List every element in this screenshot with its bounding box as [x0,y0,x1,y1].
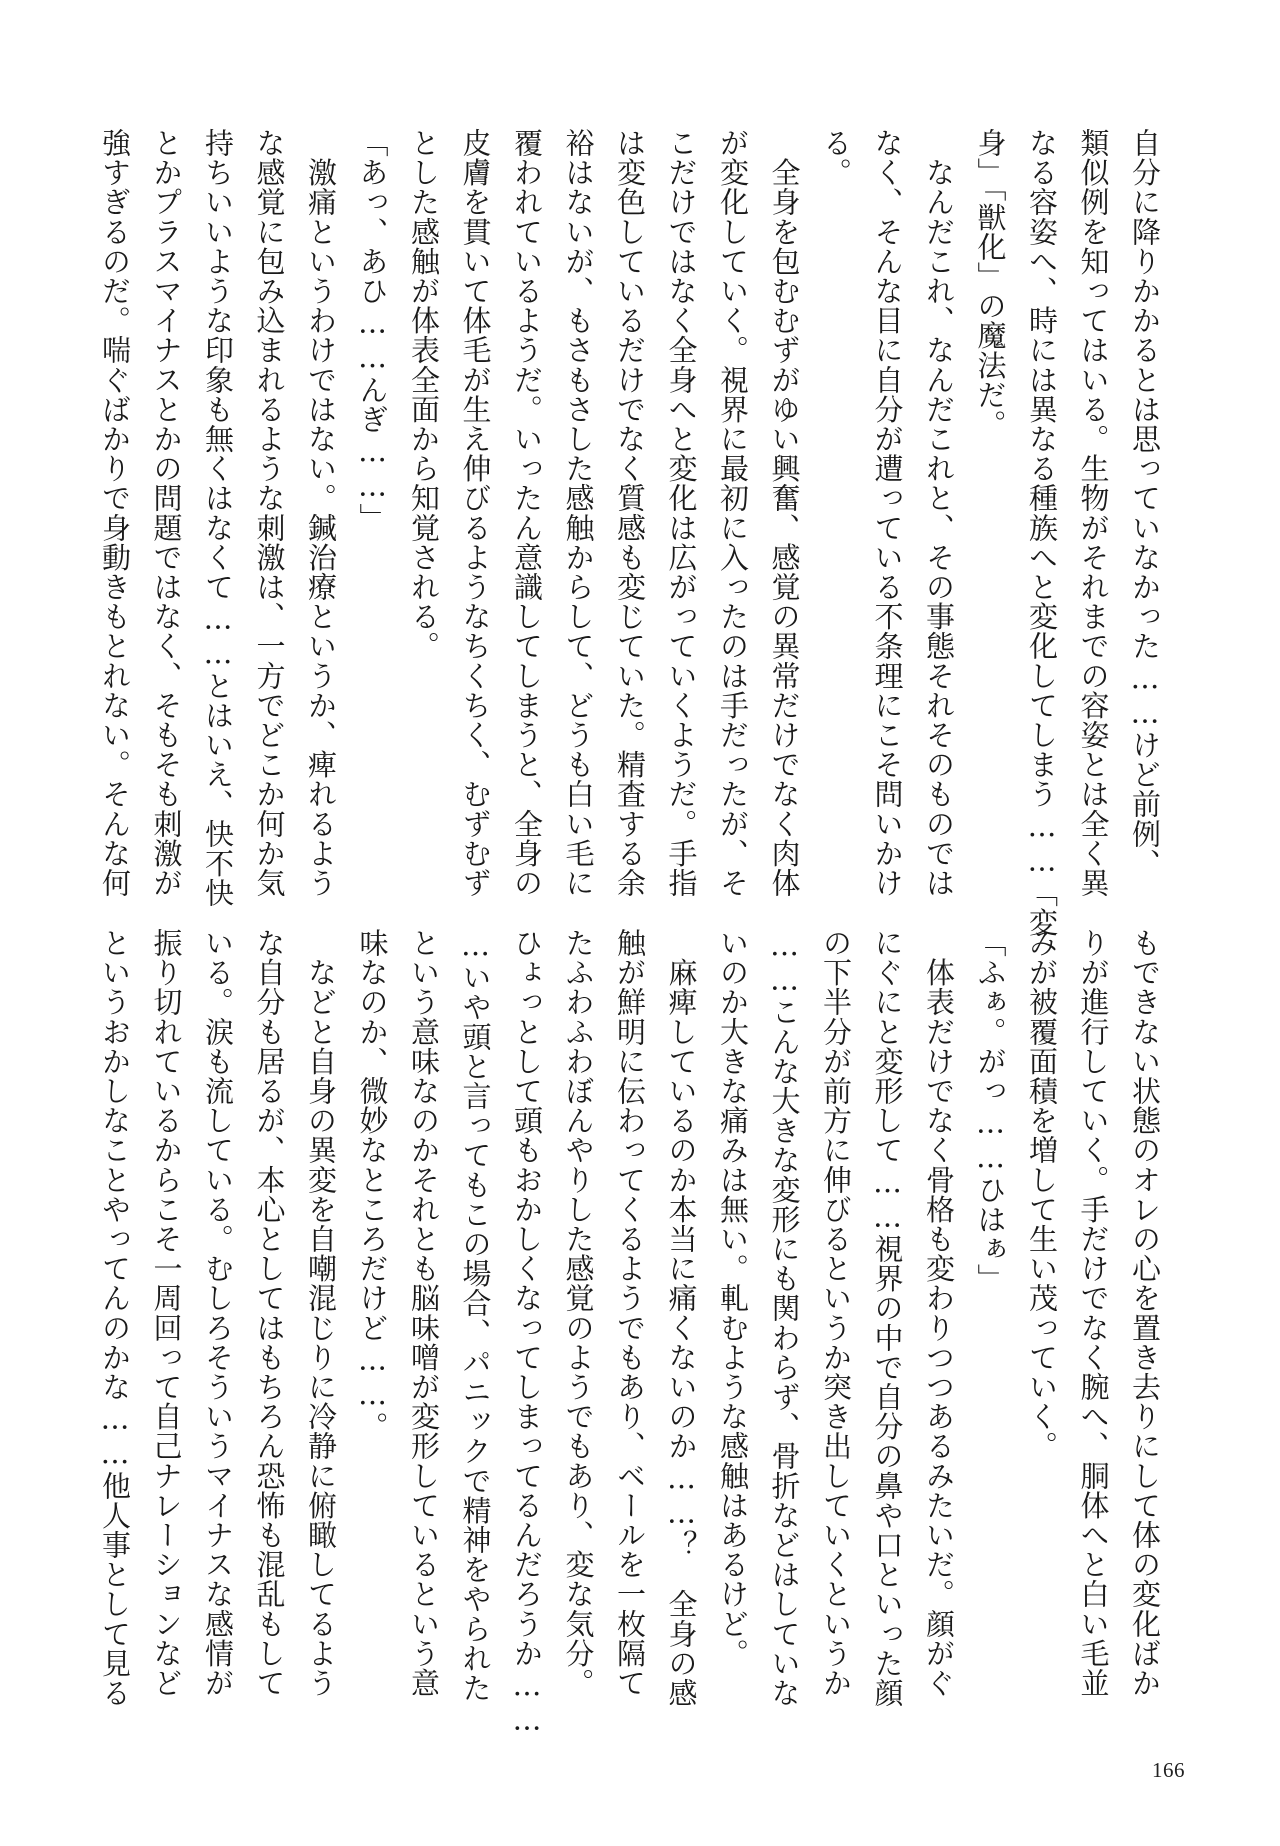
text-line: 麻痺しているのか本当に痛くないのか……？ 全身の感 [664,928,699,1708]
text-line: な感覚に包み込まれるような刺激は、一方でどこか何か気 [252,128,287,898]
text-line: 体表だけでなく骨格も変わりつつあるみたいだ。顔がぐ [922,928,956,1698]
text-line: の下半分が前方に伸びるというか突き出していくというか [819,928,853,1698]
page-number: 166 [1152,1758,1185,1782]
text-line: は変色しているだけでなく質感も変じていた。精査する余 [613,128,647,898]
text-line: 皮膚を貫いて体毛が生え伸びるようなちくちく、むずむず [458,128,493,898]
text-line: 「あっ、あひ……んぎ……」 [355,128,390,533]
text-line: 自分に降りかかるとは思っていなかった……けど前例、 [1128,128,1162,878]
text-line: 持ちいいような印象も無くはなくて……とはいえ、快不快 [201,128,235,908]
text-line: 激痛というわけではない。鍼治療というか、痺れるよう [304,128,338,898]
text-line: 全身を包むむずがゆい興奮、感覚の異常だけでなく肉体 [767,128,802,898]
text-line: 触が鮮明に伝わってくるようでもあり、ベールを一枚隔て [613,928,647,1698]
text-line: な自分も居るが、本心としてはもちろん恐怖も混乱もして [252,928,287,1698]
text-line: にぐにと変形して……視界の中で自分の鼻や口といった顔 [870,928,905,1708]
text-line: 強すぎるのだ。喘ぐばかりで身動きもとれない。そんな何 [98,128,132,898]
text-line: ひょっとして頭もおかしくなってしまってるんだろうか…… [510,928,544,1738]
text-line: 振り切れているからこそ一周回って自己ナレーションなど [149,928,184,1698]
text-line: とした感触が体表全面から知覚される。 [407,128,441,661]
text-line: が変化していく。視界に最初に入ったのは手だったが、そ [716,128,750,898]
text-line: …いや頭と言ってもこの場合、パニックで精神をやられた [458,928,493,1703]
text-line: いのか大きな痛みは無い。軋むような感触はあるけど。 [716,928,750,1668]
text-line: 「ふぁ。がっ……ひはぁ」 [973,928,1008,1294]
text-line: とかプラスマイナスとかの問題ではなく、そもそも刺激が [149,128,184,898]
text-line: みが被覆面積を増して生い茂っていく。 [1025,928,1059,1461]
text-line: 類似例を知ってはいる。生物がそれまでの容姿とは全く異 [1076,128,1111,898]
text-line: ……こんな大きな変形にも関わらず、骨折などはしていな [767,928,802,1708]
text-line: る。 [819,128,853,188]
text-line: 味なのか、微妙なところだけど……。 [355,928,390,1442]
upper-text-block [89,128,1171,938]
text-line: 覆われているようだ。いったん意識してしまうと、全身の [510,128,544,898]
text-line: なる容姿へ、時には異なる種族へと変化してしまう……「変 [1025,128,1059,938]
text-line: りが進行していく。手だけでなく腕へ、胴体へと白い毛並 [1076,928,1111,1698]
text-line: という意味なのかそれとも脳味噌が変形しているという意 [407,928,441,1698]
text-line: 身」「獣化」の魔法だ。 [973,128,1008,440]
text-line: というおかしなことやってんのかな……他人事として見る [98,928,132,1708]
text-line: たふわふわぼんやりした感覚のようでもあり、変な気分。 [561,928,596,1698]
text-line: なんだこれ、なんだこれと、その事態それそのものでは [922,128,956,898]
lower-text-block [89,928,1171,1738]
text-line: などと自身の異変を自嘲混じりに冷静に俯瞰してるよう [304,928,338,1698]
text-line: なく、そんな目に自分が遭っている不条理にこそ問いかけ [870,128,905,898]
text-line: いる。涙も流している。むしろそういうマイナスな感情が [201,928,235,1698]
text-line: もできない状態のオレの心を置き去りにして体の変化ばか [1128,928,1162,1698]
text-line: こだけではなく全身へと変化は広がっていくようだ。手指 [664,128,699,898]
text-line: 裕はないが、もさもさした感触からして、どうも白い毛に [561,128,596,898]
